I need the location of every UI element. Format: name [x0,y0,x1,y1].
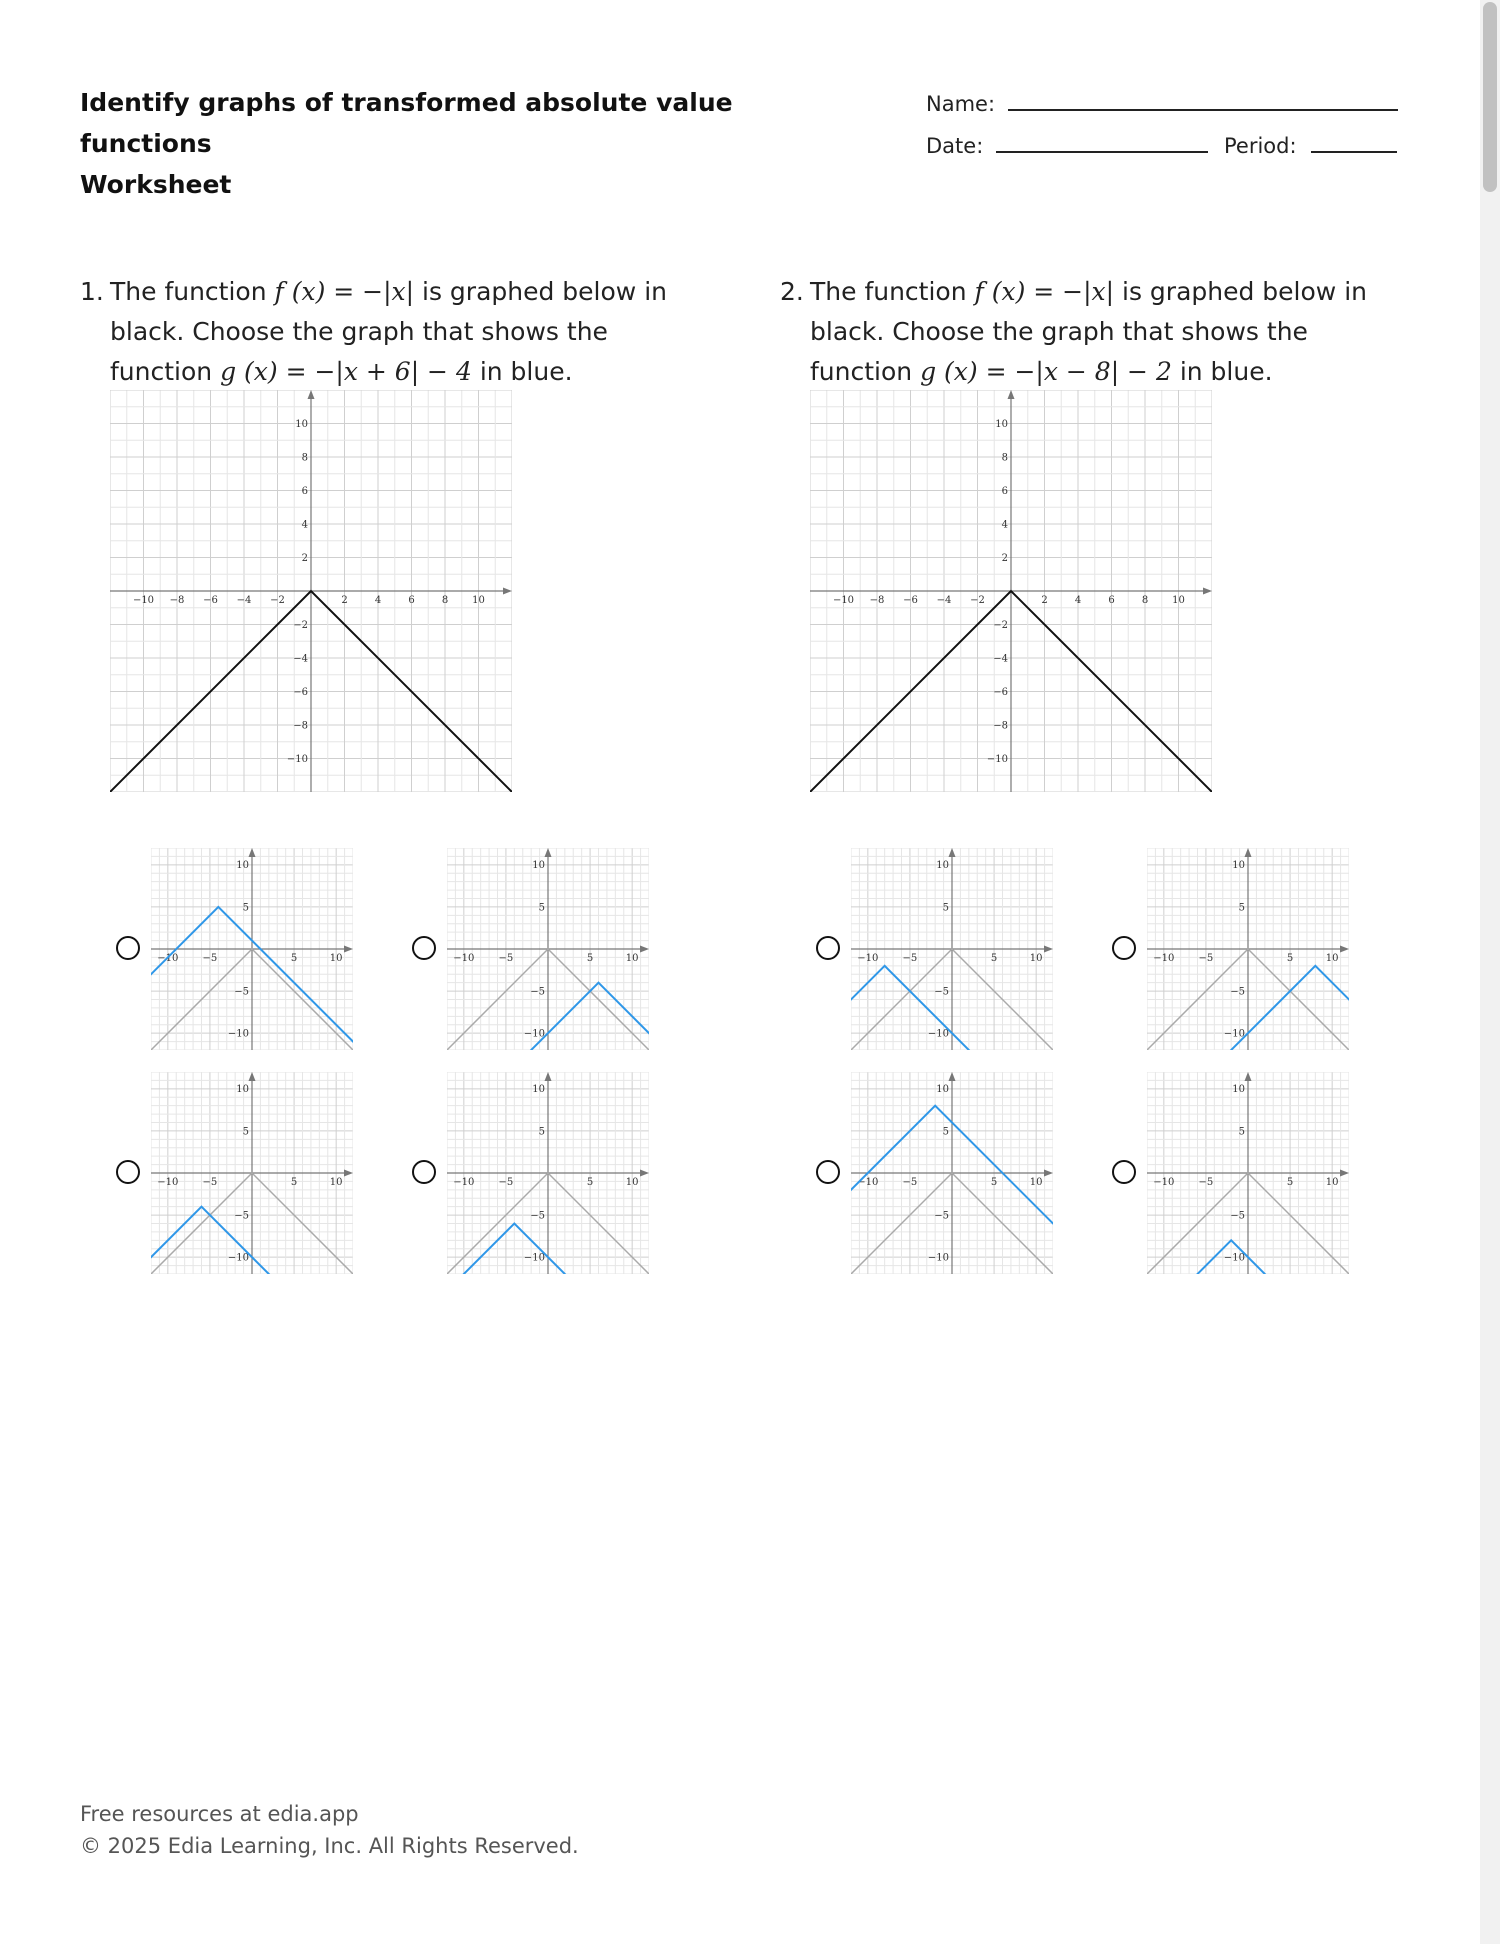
title-line-2: Worksheet [80,170,232,199]
question-text [810,272,1390,392]
q2-option-c-radio[interactable] [816,1160,840,1184]
q2-option-c-graph [851,1072,1053,1274]
y-tick-label: 6 [1001,485,1008,497]
x-tick-label: −8 [169,595,185,606]
x-tick-label: 5 [586,1177,594,1188]
y-tick-label: −5 [1230,1210,1245,1222]
footer-copyright: © 2025 Edia Learning, Inc. All Rights Reserved. [80,1834,579,1858]
x-tick-label: 4 [374,595,382,606]
x-tick-label: −10 [132,595,155,606]
x-tick-label: −10 [1153,1177,1175,1188]
x-tick-label: −6 [203,595,218,606]
q1-option-b-radio[interactable] [412,936,436,960]
x-tick-label: 5 [990,1177,998,1188]
y-tick-label: 6 [301,485,308,497]
y-tick-label: 5 [1238,1126,1245,1138]
x-tick-label: 10 [625,953,639,964]
x-tick-label: 10 [1172,595,1185,606]
x-axis-arrow [640,946,649,953]
question-text [110,272,690,392]
y-tick-label: −5 [934,1210,949,1222]
x-tick-label: −10 [857,1177,879,1188]
q1-option-b-graph [447,848,649,1050]
period-field[interactable] [1311,151,1397,153]
x-tick-label: −5 [902,953,918,964]
text-part: The function [110,277,275,306]
x-tick-label: 5 [290,1177,298,1188]
scrollbar-thumb[interactable] [1483,2,1497,192]
y-tick-label: −10 [227,1252,249,1264]
x-tick-label: −5 [1198,1177,1214,1188]
y-tick-label: −5 [530,1210,545,1222]
y-axis-arrow [308,390,315,399]
x-tick-label: −10 [157,953,179,964]
x-tick-label: 5 [586,953,594,964]
text-part: is graphed below in black. Choose the graph that shows the function [110,277,667,386]
y-tick-label: −10 [1223,1028,1245,1040]
x-axis-arrow [344,946,353,953]
q2-option-b-radio[interactable] [1112,936,1136,960]
x-tick-label: −10 [857,953,879,964]
x-tick-label: 10 [329,953,343,964]
x-tick-label: 2 [341,595,348,606]
x-tick-label: −5 [902,1177,918,1188]
y-tick-label: −2 [293,619,308,631]
q2-option-a-radio[interactable] [816,936,840,960]
period-label: Period: [1224,134,1297,158]
q1-option-c-radio[interactable] [116,1160,140,1184]
x-axis-arrow [1340,946,1349,953]
worksheet-title [80,82,820,205]
x-tick-label: 5 [990,953,998,964]
y-tick-label: 10 [1232,860,1245,872]
x-tick-label: −5 [202,953,218,964]
q2-option-d-graph [1147,1072,1349,1274]
y-tick-label: −5 [530,986,545,998]
y-axis-arrow [545,1072,552,1081]
y-axis-arrow [545,848,552,857]
x-tick-label: 10 [1029,1177,1043,1188]
footer-resources: Free resources at edia.app [80,1802,359,1826]
x-axis-arrow [1203,588,1212,595]
y-tick-label: −10 [523,1252,545,1264]
date-label: Date: [926,134,984,158]
scrollbar-track[interactable] [1480,0,1500,1944]
y-tick-label: 10 [295,418,308,430]
y-tick-label: 10 [995,418,1008,430]
q1-option-a-graph [151,848,353,1050]
y-tick-label: 5 [538,1126,545,1138]
y-tick-label: 10 [936,860,949,872]
x-tick-label: 10 [1325,953,1339,964]
y-axis-arrow [1245,1072,1252,1081]
x-tick-label: −10 [1153,953,1175,964]
x-axis-arrow [1044,1170,1053,1177]
y-tick-label: −4 [993,653,1008,665]
y-tick-label: 5 [942,1126,949,1138]
y-tick-label: 10 [936,1084,949,1096]
y-tick-label: 5 [538,902,545,914]
x-tick-label: 5 [1286,953,1294,964]
y-tick-label: −5 [234,986,249,998]
y-tick-label: 5 [942,902,949,914]
x-tick-label: −10 [453,1177,475,1188]
x-tick-label: −5 [498,1177,514,1188]
x-axis-arrow [344,1170,353,1177]
y-tick-label: 5 [242,902,249,914]
f-expression: f (x) = −|x| [274,277,415,306]
y-tick-label: 8 [301,452,308,464]
y-tick-label: 4 [301,519,308,531]
y-tick-label: −10 [523,1028,545,1040]
x-tick-label: 5 [1286,1177,1294,1188]
x-tick-label: −10 [157,1177,179,1188]
g-expression: g (x) = −|x − 8| − 2 [920,357,1172,386]
x-tick-label: 10 [329,1177,343,1188]
x-tick-label: −2 [270,595,285,606]
x-tick-label: 10 [1029,953,1043,964]
x-tick-label: −4 [936,595,952,606]
y-tick-label: −6 [293,686,308,698]
x-tick-label: 8 [441,595,449,606]
x-tick-label: −8 [869,595,885,606]
g-expression: g (x) = −|x + 6| − 4 [220,357,472,386]
y-tick-label: −10 [927,1028,949,1040]
q2-option-d-radio[interactable] [1112,1160,1136,1184]
x-tick-label: 4 [1074,595,1082,606]
question-number: 2. [780,277,804,306]
x-tick-label: 2 [1041,595,1048,606]
x-tick-label: 6 [1108,595,1115,606]
y-tick-label: −8 [993,720,1008,732]
y-tick-label: 10 [532,860,545,872]
y-tick-label: 10 [1232,1084,1245,1096]
question-1-main-graph [110,390,512,792]
y-tick-label: −2 [993,619,1008,631]
y-tick-label: −5 [1230,986,1245,998]
y-tick-label: −10 [227,1028,249,1040]
q1-option-c-graph [151,1072,353,1274]
y-tick-label: 2 [1001,552,1008,564]
y-tick-label: −10 [986,753,1008,765]
date-field[interactable] [996,151,1208,153]
q1-option-d-radio[interactable] [412,1160,436,1184]
y-tick-label: 10 [236,1084,249,1096]
y-tick-label: −5 [234,1210,249,1222]
q2-option-b-graph [1147,848,1349,1050]
y-axis-arrow [1008,390,1015,399]
y-axis-arrow [1245,848,1252,857]
y-axis-arrow [949,1072,956,1081]
y-axis-arrow [949,848,956,857]
question-2-main-graph [810,390,1212,792]
y-tick-label: −6 [993,686,1008,698]
text-part: The function [810,277,975,306]
x-tick-label: −5 [202,1177,218,1188]
x-tick-label: −10 [832,595,855,606]
x-tick-label: 10 [1325,1177,1339,1188]
y-axis-arrow [249,848,256,857]
y-tick-label: 10 [532,1084,545,1096]
y-tick-label: −10 [286,753,308,765]
x-tick-label: −5 [498,953,514,964]
x-tick-label: −2 [970,595,985,606]
x-tick-label: 10 [625,1177,639,1188]
name-label: Name: [926,92,996,116]
y-tick-label: 10 [236,860,249,872]
q2-option-a-graph [851,848,1053,1050]
y-tick-label: −10 [927,1252,949,1264]
x-tick-label: 8 [1141,595,1149,606]
y-tick-label: −10 [1223,1252,1245,1264]
f-expression: f (x) = −|x| [974,277,1115,306]
y-axis-arrow [249,1072,256,1081]
q1-option-d-graph [447,1072,649,1274]
y-tick-label: 5 [1238,902,1245,914]
y-tick-label: −8 [293,720,308,732]
x-axis-arrow [503,588,512,595]
x-axis-arrow [1340,1170,1349,1177]
y-tick-label: 4 [1001,519,1008,531]
y-tick-label: 8 [1001,452,1008,464]
y-tick-label: 5 [242,1126,249,1138]
q1-option-a-radio[interactable] [116,936,140,960]
x-tick-label: 6 [408,595,415,606]
x-tick-label: −10 [453,953,475,964]
question-number: 1. [80,277,104,306]
x-tick-label: −5 [1198,953,1214,964]
y-tick-label: −4 [293,653,308,665]
x-tick-label: 10 [472,595,485,606]
y-tick-label: 2 [301,552,308,564]
x-tick-label: −4 [236,595,252,606]
text-part: is graphed below in black. Choose the graph that shows the function [810,277,1367,386]
x-tick-label: −6 [903,595,918,606]
name-field[interactable] [1008,109,1398,111]
x-tick-label: 5 [290,953,298,964]
x-axis-arrow [640,1170,649,1177]
text-part: in blue. [1171,357,1273,386]
y-tick-label: −5 [934,986,949,998]
title-line-1: Identify graphs of transformed absolute value functions [80,88,733,158]
text-part: in blue. [471,357,573,386]
x-axis-arrow [1044,946,1053,953]
